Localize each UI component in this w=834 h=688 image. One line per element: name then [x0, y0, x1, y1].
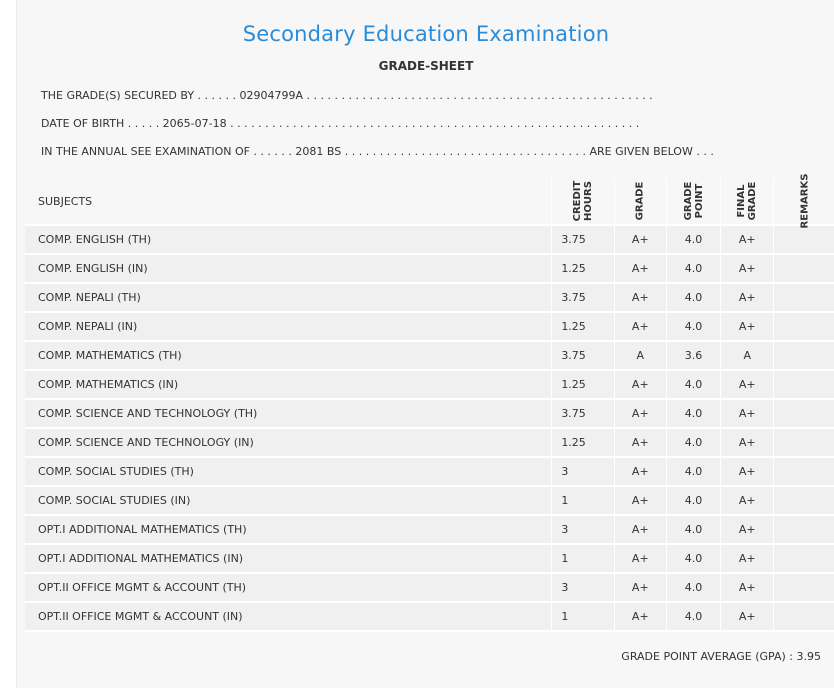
remarks-cell [773, 400, 834, 429]
remarks-cell [773, 371, 834, 400]
header-grade [614, 178, 666, 226]
header-grade-point [666, 178, 720, 226]
grade-point-cell: 4.0 [666, 487, 720, 516]
grade-cell: A+ [614, 516, 666, 545]
grade-cell: A+ [614, 313, 666, 342]
subject-cell: OPT.I ADDITIONAL MATHEMATICS (TH) [25, 516, 551, 545]
table-row [25, 371, 834, 400]
final-grade-cell: A+ [720, 400, 773, 429]
grade-cell: A+ [614, 458, 666, 487]
header-subjects: SUBJECTS [25, 178, 551, 226]
credit-cell: 1.25 [551, 371, 613, 400]
page-subtitle: GRADE-SHEET [378, 59, 474, 73]
remarks-cell [773, 487, 834, 516]
grade-cell: A+ [614, 371, 666, 400]
table-row [25, 545, 834, 574]
grade-point-cell: 4.0 [666, 516, 720, 545]
subject-cell: COMP. NEPALI (IN) [25, 313, 551, 342]
subject-cell: OPT.II OFFICE MGMT & ACCOUNT (TH) [25, 574, 551, 603]
info-date-of-birth: DATE OF BIRTH . . . . . 2065-07-18 . . . . . . . . . . . . . . . . . . . . . . . . . . . . . . . . . . . . . . . . . . . . . . . . . . . . . . . . . . . [41, 117, 640, 130]
header-point-line1: GRADE [682, 181, 694, 221]
subject-cell: COMP. ENGLISH (TH) [25, 226, 551, 255]
header-credit-line1: CREDIT [572, 180, 583, 222]
grade-point-cell: 4.0 [666, 226, 720, 255]
grade-cell: A+ [614, 226, 666, 255]
table-row [25, 516, 834, 545]
subject-cell: OPT.II OFFICE MGMT & ACCOUNT (IN) [25, 603, 551, 632]
table-row [25, 574, 834, 603]
remarks-cell [773, 516, 834, 545]
final-grade-cell: A+ [720, 516, 773, 545]
credit-cell: 3 [551, 458, 613, 487]
table-row [25, 284, 834, 313]
credit-cell: 1 [551, 603, 613, 632]
table-row [25, 458, 834, 487]
grade-point-cell: 4.0 [666, 371, 720, 400]
remarks-cell [773, 255, 834, 284]
subject-cell: COMP. SOCIAL STUDIES (TH) [25, 458, 551, 487]
header-final-grade [720, 178, 773, 226]
grade-point-cell: 4.0 [666, 545, 720, 574]
grade-point-cell: 4.0 [666, 458, 720, 487]
remarks-cell [773, 545, 834, 574]
table-row [25, 400, 834, 429]
grade-cell: A+ [614, 284, 666, 313]
subject-cell: COMP. MATHEMATICS (TH) [25, 342, 551, 371]
header-grade-line1: GRADE [634, 181, 646, 221]
table-body [25, 226, 834, 632]
final-grade-cell: A+ [720, 371, 773, 400]
grade-point-cell: 4.0 [666, 255, 720, 284]
credit-cell: 1.25 [551, 255, 613, 284]
subject-cell: COMP. SOCIAL STUDIES (IN) [25, 487, 551, 516]
table-row [25, 255, 834, 284]
credit-cell: 3.75 [551, 342, 613, 371]
grade-cell: A+ [614, 545, 666, 574]
subject-cell: COMP. SCIENCE AND TECHNOLOGY (TH) [25, 400, 551, 429]
credit-cell: 3 [551, 516, 613, 545]
grade-cell: A+ [614, 574, 666, 603]
remarks-cell [773, 342, 834, 371]
grade-cell: A+ [614, 400, 666, 429]
remarks-cell [773, 313, 834, 342]
subject-cell: COMP. ENGLISH (IN) [25, 255, 551, 284]
grade-cell: A+ [614, 255, 666, 284]
table-header-row [25, 178, 834, 226]
remarks-cell [773, 429, 834, 458]
credit-cell: 1.25 [551, 313, 613, 342]
grade-cell: A+ [614, 429, 666, 458]
remarks-cell [773, 603, 834, 632]
final-grade-cell: A+ [720, 487, 773, 516]
header-credit-line2: HOURS [583, 181, 594, 221]
final-grade-cell: A+ [720, 226, 773, 255]
credit-cell: 3.75 [551, 400, 613, 429]
subject-cell: COMP. MATHEMATICS (IN) [25, 371, 551, 400]
credit-cell: 3.75 [551, 284, 613, 313]
final-grade-cell: A+ [720, 429, 773, 458]
header-remarks [773, 173, 834, 229]
subject-cell: OPT.I ADDITIONAL MATHEMATICS (IN) [25, 545, 551, 574]
final-grade-cell: A+ [720, 574, 773, 603]
gpa-summary: GRADE POINT AVERAGE (GPA) : 3.95 [621, 650, 821, 663]
table-row [25, 342, 834, 371]
final-grade-cell: A+ [720, 284, 773, 313]
grade-table [25, 173, 834, 632]
remarks-cell [773, 284, 834, 313]
table-row [25, 487, 834, 516]
grade-cell: A+ [614, 603, 666, 632]
info-symbol-number: THE GRADE(S) SECURED BY . . . . . . 02904799A . . . . . . . . . . . . . . . . . . . . . . . . . . . . . . . . . . . . . . . . . . . . . . . . . . [41, 89, 653, 102]
table-row [25, 603, 834, 632]
grade-point-cell: 4.0 [666, 574, 720, 603]
final-grade-cell: A+ [720, 545, 773, 574]
header-point-line2: POINT [693, 183, 705, 219]
table-row [25, 226, 834, 255]
remarks-cell [773, 574, 834, 603]
grade-point-cell: 4.0 [666, 429, 720, 458]
grade-point-cell: 4.0 [666, 603, 720, 632]
remarks-cell [773, 226, 834, 255]
final-grade-cell: A+ [720, 603, 773, 632]
header-remarks-line1: REMARKS [799, 173, 811, 229]
final-grade-cell: A+ [720, 313, 773, 342]
grade-point-cell: 4.0 [666, 313, 720, 342]
credit-cell: 3.75 [551, 226, 613, 255]
subject-cell: COMP. SCIENCE AND TECHNOLOGY (IN) [25, 429, 551, 458]
credit-cell: 3 [551, 574, 613, 603]
grade-cell: A+ [614, 487, 666, 516]
grade-sheet [16, 0, 834, 688]
table-row [25, 429, 834, 458]
grade-point-cell: 4.0 [666, 284, 720, 313]
grade-point-cell: 4.0 [666, 400, 720, 429]
subject-cell: COMP. NEPALI (TH) [25, 284, 551, 313]
info-examination: IN THE ANNUAL SEE EXAMINATION OF . . . . . . 2081 BS . . . . . . . . . . . . . . . . . . . . . . . . . . . . . . . . . . . ARE GIVEN BELOW . . . [41, 145, 714, 158]
final-grade-cell: A [720, 342, 773, 371]
page-title: Secondary Education Examination [242, 22, 610, 46]
header-final-line2: GRADE [747, 181, 759, 221]
credit-cell: 1 [551, 545, 613, 574]
header-final-line1: FINAL [736, 184, 748, 218]
final-grade-cell: A+ [720, 255, 773, 284]
table-row [25, 313, 834, 342]
credit-cell: 1.25 [551, 429, 613, 458]
grade-point-cell: 3.6 [666, 342, 720, 371]
credit-cell: 1 [551, 487, 613, 516]
header-credit-hours [551, 178, 613, 226]
grade-cell: A [614, 342, 666, 371]
remarks-cell [773, 458, 834, 487]
final-grade-cell: A+ [720, 458, 773, 487]
